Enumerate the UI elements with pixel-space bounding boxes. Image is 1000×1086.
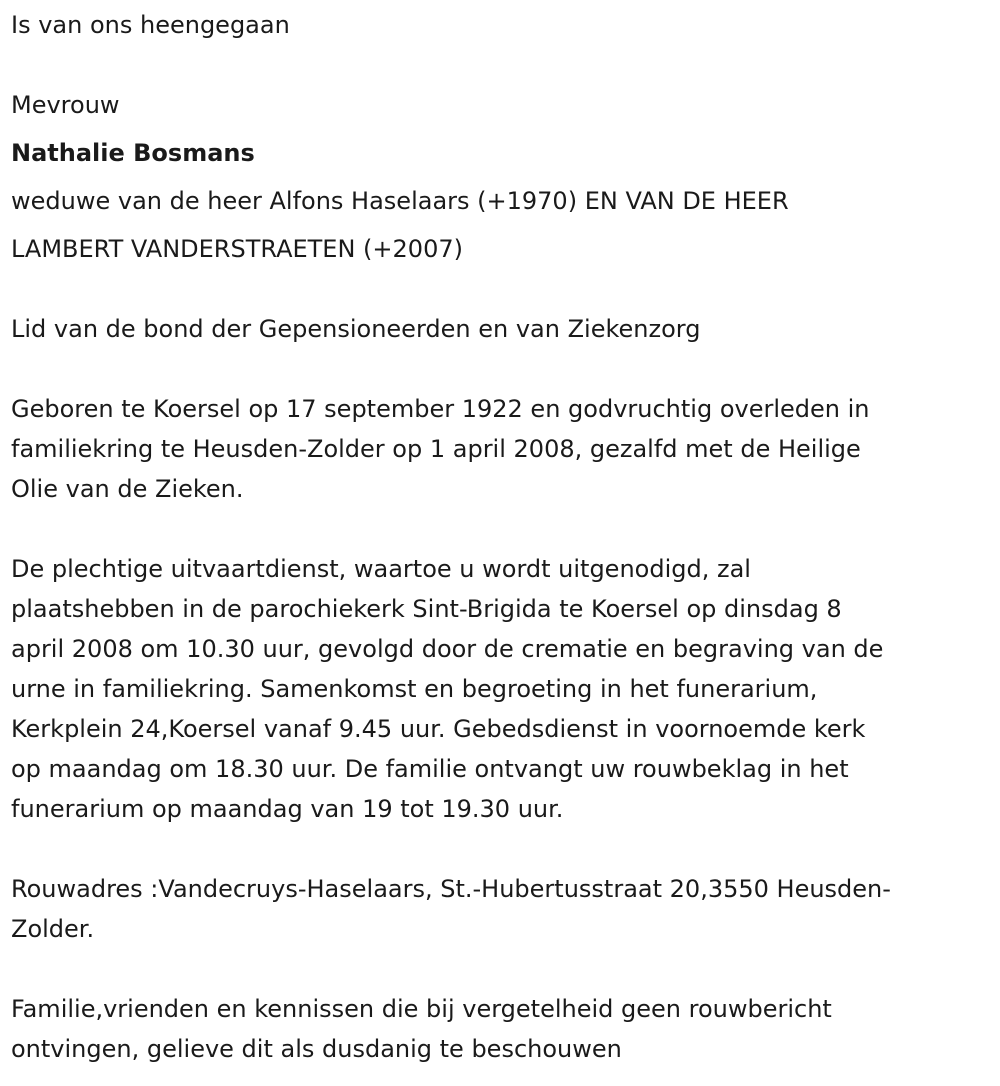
service-line: De plechtige uitvaartdienst, waartoe u wordt uitgenodigd, zal bbox=[11, 555, 751, 583]
birth-line: Geboren te Koersel op 17 september 1922 en godvruchtig overleden in bbox=[11, 395, 870, 423]
salutation: Mevrouw bbox=[11, 91, 120, 119]
closing-line: Familie,vrienden en kennissen die bij vergetelheid geen rouwbericht bbox=[11, 995, 832, 1023]
service-line: funerarium op maandag van 19 tot 19.30 uur. bbox=[11, 795, 564, 823]
service-line: Kerkplein 24,Koersel vanaf 9.45 uur. Gebedsdienst in voornoemde kerk bbox=[11, 715, 866, 743]
intro-text: Is van ons heengegaan bbox=[11, 11, 290, 39]
service-line: urne in familiekring. Samenkomst en begroeting in het funerarium, bbox=[11, 675, 818, 703]
widow-line-2: LAMBERT VANDERSTRAETEN (+2007) bbox=[11, 235, 463, 263]
widow-line-1: weduwe van de heer Alfons Haselaars (+1970) EN VAN DE HEER bbox=[11, 187, 789, 215]
address-line: Rouwadres :Vandecruys-Haselaars, St.-Hubertusstraat 20,3550 Heusden- bbox=[11, 875, 891, 903]
deceased-name: Nathalie Bosmans bbox=[11, 139, 255, 167]
address-line: Zolder. bbox=[11, 915, 95, 943]
service-line: april 2008 om 10.30 uur, gevolgd door de crematie en begraving van de bbox=[11, 635, 884, 663]
birth-line: familiekring te Heusden-Zolder op 1 april 2008, gezalfd met de Heilige bbox=[11, 435, 861, 463]
closing-line: ontvingen, gelieve dit als dusdanig te beschouwen bbox=[11, 1035, 622, 1063]
service-line: plaatshebben in de parochiekerk Sint-Brigida te Koersel op dinsdag 8 bbox=[11, 595, 842, 623]
birth-line: Olie van de Zieken. bbox=[11, 475, 244, 503]
service-line: op maandag om 18.30 uur. De familie ontvangt uw rouwbeklag in het bbox=[11, 755, 849, 783]
membership-text: Lid van de bond der Gepensioneerden en van Ziekenzorg bbox=[11, 315, 701, 343]
